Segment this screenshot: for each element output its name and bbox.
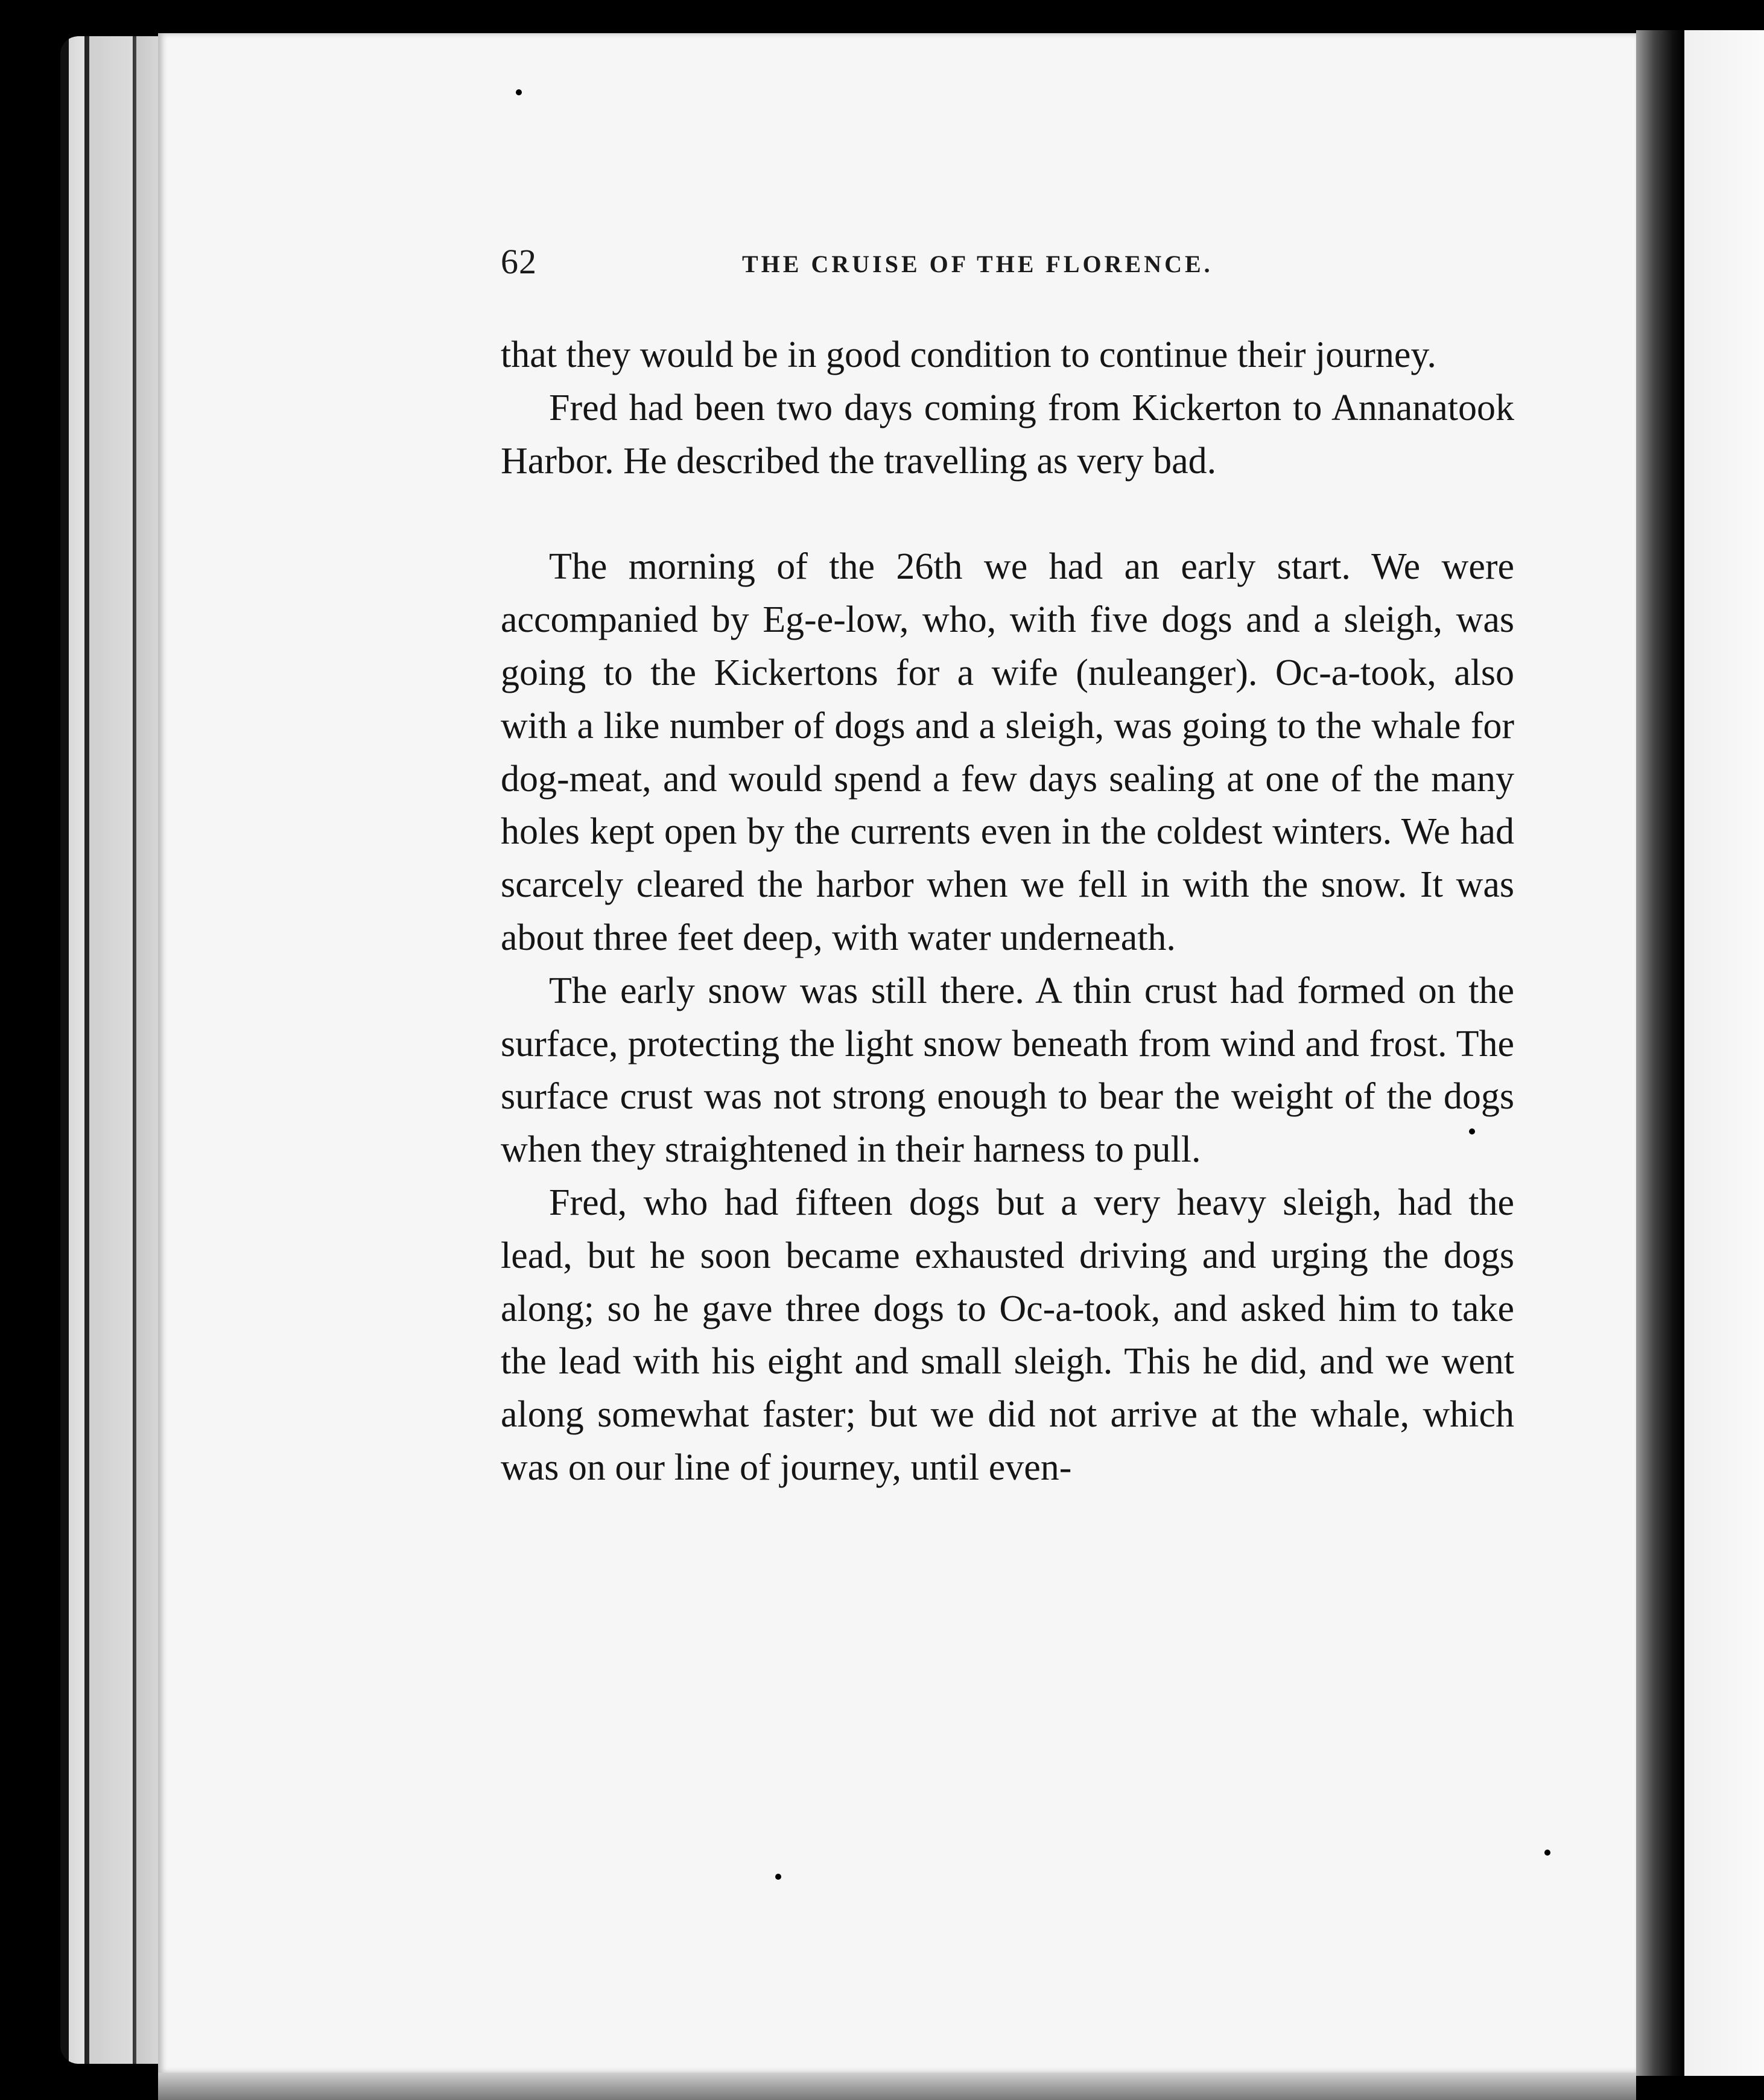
paragraph: Fred had been two days coming from Kickerton to Annanatook Harbor. He described the travelling as very bad.: [501, 387, 1514, 482]
running-title: THE CRUISE OF THE FLORENCE.: [742, 250, 1213, 278]
facing-page-edge: [1684, 30, 1764, 2076]
scan-speck: [775, 1874, 781, 1880]
scan-speck: [516, 89, 522, 95]
paragraph: Fred, who had fifteen dogs but a very heavy sleigh, had the lead, but he soon became exhausted driving and urging the dogs along; so he gave three dogs to Oc-a-took, and asked him to take the lead with his eight and small sleigh. This he did, and we went along somewhat faster; but we did not arrive at the whale, which was on our line of journey, until even-: [501, 1182, 1514, 1488]
book-gutter: [1636, 30, 1684, 2076]
paragraph: The morning of the 26th we had an early start. We were accompanied by Eg-e-low, who, with five dogs and a sleigh, was going to the Kickertons for a wife (nuleanger). Oc-a-took, also with a like number of dogs and a sleigh, was going to the whale for dog-meat, and would spend a few days sealing at one of the many holes kept open by the currents even in the coldest winters. We had scarcely cleared the harbor when we fell in with the snow. It was about three feet deep, with water underneath.: [501, 546, 1514, 958]
page-header: [501, 241, 1285, 302]
scan-speck: [1544, 1850, 1550, 1856]
page-number: 62: [501, 242, 537, 281]
scan-speck: [1469, 1128, 1475, 1134]
body-text: [501, 329, 1514, 1495]
paragraph: The early snow was still there. A thin crust had formed on the surface, protecting the light snow beneath from wind and frost. The surface crust was not strong enough to bear the weight of the dogs when they straightened in their harness to pull.: [501, 970, 1514, 1171]
page-bottom-edge: [158, 2073, 1636, 2100]
paragraph-continued: that they would be in good condition to continue their journey.: [501, 334, 1436, 375]
